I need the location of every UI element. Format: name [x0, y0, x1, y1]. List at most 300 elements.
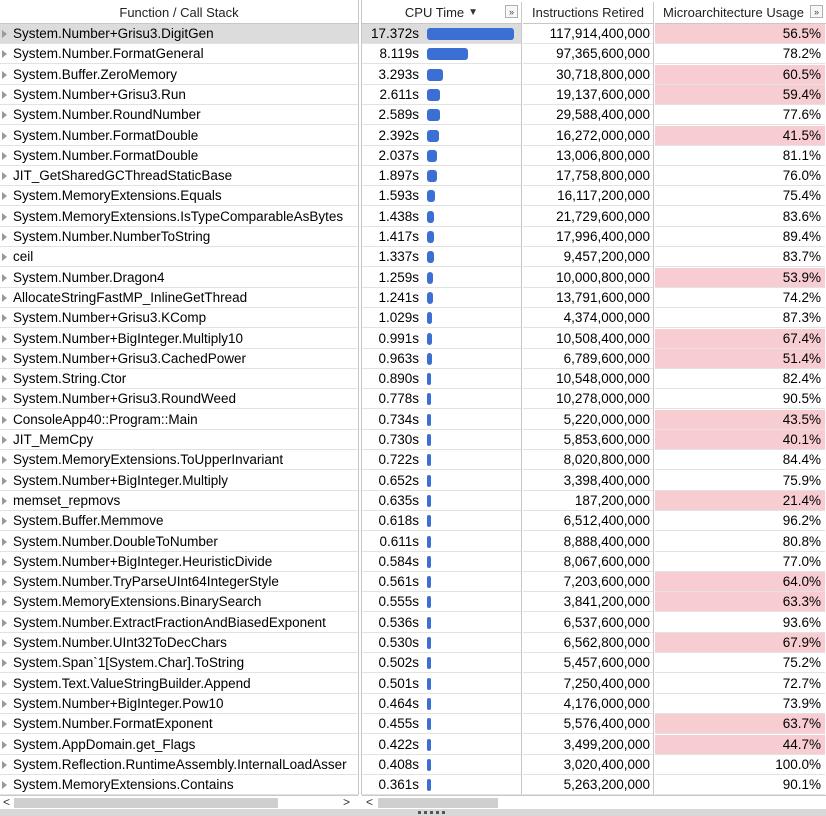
cpu-time-bar: [427, 48, 468, 60]
instructions-retired-cell: 3,841,200,000: [523, 592, 653, 612]
microarchitecture-usage-cell: 44.7%: [655, 735, 825, 755]
cpu-time-value: 0.652s: [378, 472, 419, 488]
table-row[interactable]: [0, 532, 826, 552]
cpu-time-value: 0.555s: [378, 594, 419, 610]
expand-arrow-icon[interactable]: [2, 761, 7, 769]
microarchitecture-usage-cell: 67.4%: [655, 329, 825, 349]
cpu-time-cell[interactable]: [362, 126, 521, 146]
table-row[interactable]: [0, 714, 826, 734]
function-name-cell[interactable]: [0, 207, 358, 227]
cpu-time-value: 0.963s: [378, 350, 419, 366]
microarchitecture-usage-cell: 21.4%: [655, 491, 825, 511]
cpu-time-value: 0.501s: [378, 675, 419, 691]
table-row[interactable]: [0, 471, 826, 491]
cpu-time-cell[interactable]: [362, 288, 521, 308]
table-row[interactable]: [0, 430, 826, 450]
instructions-retired-cell: 29,588,400,000: [523, 105, 653, 125]
function-name-cell[interactable]: [0, 775, 358, 795]
function-name: JIT_MemCpy: [13, 432, 94, 447]
expand-arrow-icon[interactable]: [2, 517, 7, 525]
function-name: System.Number+Grisu3.CachedPower: [13, 350, 246, 366]
expand-arrow-icon[interactable]: [2, 30, 7, 38]
microarchitecture-usage-cell: 84.4%: [655, 450, 825, 470]
expand-arrow-icon[interactable]: [2, 172, 7, 180]
expand-arrow-icon[interactable]: [2, 639, 7, 647]
microarchitecture-usage-cell: 81.1%: [655, 146, 825, 166]
scroll-left-icon[interactable]: <: [3, 795, 11, 809]
table-row[interactable]: [0, 329, 826, 349]
cpu-time-value: 2.392s: [378, 127, 419, 143]
cpu-time-bar: [427, 779, 431, 791]
cpu-time-bar: [427, 515, 431, 527]
table-row[interactable]: [0, 65, 826, 85]
cpu-time-value: 17.372s: [370, 26, 419, 41]
splitter-bar[interactable]: [0, 809, 826, 816]
table-row[interactable]: [0, 186, 826, 206]
instructions-retired-cell: 4,176,000,000: [523, 694, 653, 714]
microarchitecture-usage-cell: 77.0%: [655, 552, 825, 572]
table-row[interactable]: [0, 694, 826, 714]
instructions-retired-cell: 5,853,600,000: [523, 430, 653, 450]
expand-arrow-icon[interactable]: [2, 578, 7, 586]
function-name-cell[interactable]: [0, 552, 358, 572]
table-row[interactable]: [0, 755, 826, 775]
function-name-cell[interactable]: [0, 735, 358, 755]
microarchitecture-usage-cell: 41.5%: [655, 126, 825, 146]
table-row[interactable]: [0, 24, 826, 44]
microarchitecture-usage-cell: 83.6%: [655, 207, 825, 227]
table-row[interactable]: [0, 775, 826, 795]
microarchitecture-usage-cell: 90.1%: [655, 775, 825, 795]
function-name-cell[interactable]: [0, 592, 358, 612]
expand-arrow-icon[interactable]: [2, 497, 7, 505]
function-name: System.Number.RoundNumber: [13, 107, 201, 123]
left-pane-scroll-thumb[interactable]: [14, 798, 278, 808]
microarchitecture-usage-cell: 74.2%: [655, 288, 825, 308]
table-row[interactable]: [0, 44, 826, 64]
table-row[interactable]: [0, 105, 826, 125]
cpu-time-bar: [427, 556, 431, 568]
function-name: System.MemoryExtensions.ToUpperInvariant: [13, 452, 284, 468]
expand-arrow-icon[interactable]: [2, 416, 7, 424]
expand-arrow-icon[interactable]: [2, 436, 7, 444]
cpu-time-cell[interactable]: [362, 755, 521, 775]
function-name: System.Number.TryParseUInt64IntegerStyle: [13, 574, 279, 590]
cpu-time-cell[interactable]: [362, 450, 521, 470]
instructions-retired-cell: 8,888,400,000: [523, 532, 653, 552]
cpu-time-cell[interactable]: [362, 714, 521, 734]
expand-arrow-icon[interactable]: [2, 71, 7, 79]
expand-arrow-icon[interactable]: [2, 335, 7, 343]
microarchitecture-usage-cell: 77.6%: [655, 105, 825, 125]
function-name: System.Number.FormatDouble: [13, 127, 199, 143]
expand-arrow-icon[interactable]: [2, 233, 7, 241]
cpu-time-bar: [427, 678, 431, 690]
instructions-retired-cell: 6,789,600,000: [523, 349, 653, 369]
cpu-time-bar: [427, 130, 439, 142]
table-row[interactable]: [0, 268, 826, 288]
cpu-time-cell[interactable]: [362, 369, 521, 389]
function-name: System.Number.FormatDouble: [13, 147, 199, 163]
function-name-cell[interactable]: [0, 674, 358, 694]
table-row[interactable]: [0, 227, 826, 247]
microarchitecture-usage-cell: 72.7%: [655, 674, 825, 694]
cpu-time-bar: [427, 190, 435, 202]
cpu-time-bar: [427, 373, 431, 385]
cpu-time-value: 0.536s: [378, 614, 419, 630]
cpu-time-cell[interactable]: [362, 572, 521, 592]
column-header-function-label: Function / Call Stack: [119, 5, 239, 20]
instructions-retired-cell: 7,203,600,000: [523, 572, 653, 592]
instructions-retired-cell: 3,499,200,000: [523, 735, 653, 755]
function-name: System.MemoryExtensions.IsTypeComparableAsBytes: [13, 208, 344, 224]
cpu-time-cell[interactable]: [362, 146, 521, 166]
microarchitecture-usage-cell: 100.0%: [655, 755, 825, 775]
function-name: memset_repmovs: [13, 492, 121, 508]
cpu-time-cell[interactable]: [362, 735, 521, 755]
sort-descending-icon: ▼: [468, 7, 479, 18]
microarchitecture-usage-cell: 90.5%: [655, 389, 825, 409]
column-header-microarchitecture-usage-label: Microarchitecture Usage: [663, 5, 804, 20]
cpu-time-bar: [427, 536, 431, 548]
microarchitecture-usage-cell: 51.4%: [655, 349, 825, 369]
function-name: System.String.Ctor: [13, 371, 127, 387]
function-name-cell[interactable]: [0, 633, 358, 653]
table-row[interactable]: [0, 511, 826, 531]
cpu-time-cell[interactable]: [362, 491, 521, 511]
cpu-time-bar: [427, 495, 431, 507]
expand-arrow-icon[interactable]: [2, 375, 7, 383]
expand-arrow-icon[interactable]: [2, 680, 7, 688]
cpu-time-bar: [427, 292, 433, 304]
table-row[interactable]: [0, 491, 826, 511]
instructions-retired-cell: 17,758,800,000: [523, 166, 653, 186]
function-name-cell[interactable]: [0, 714, 358, 734]
cpu-time-cell[interactable]: [362, 674, 521, 694]
function-name: System.MemoryExtensions.BinarySearch: [13, 594, 262, 610]
table-row[interactable]: [0, 308, 826, 328]
cpu-time-bar: [427, 617, 431, 629]
cpu-time-value: 1.593s: [378, 188, 419, 204]
table-row[interactable]: [0, 85, 826, 105]
function-name-cell[interactable]: [0, 389, 358, 409]
function-name: System.Buffer.Memmove: [13, 513, 164, 529]
cpu-time-bar: [427, 475, 431, 487]
cpu-time-value: 1.897s: [378, 168, 419, 184]
expand-arrow-icon[interactable]: [2, 456, 7, 464]
expand-arrow-icon[interactable]: [2, 700, 7, 708]
function-name-cell[interactable]: [0, 369, 358, 389]
function-name-cell[interactable]: [0, 653, 358, 673]
cpu-time-cell[interactable]: [362, 349, 521, 369]
right-pane-scroll-thumb[interactable]: [378, 798, 498, 808]
expand-arrow-icon[interactable]: [2, 152, 7, 160]
expand-arrow-icon[interactable]: [2, 781, 7, 789]
function-name-cell[interactable]: [0, 694, 358, 714]
cpu-time-cell[interactable]: [362, 592, 521, 612]
expand-arrow-icon[interactable]: [2, 253, 7, 261]
expand-arrow-icon[interactable]: [2, 720, 7, 728]
table-row[interactable]: [0, 735, 826, 755]
table-row[interactable]: [0, 633, 826, 653]
function-name-cell[interactable]: [0, 572, 358, 592]
function-name-cell[interactable]: [0, 450, 358, 470]
function-name: ConsoleApp40::Program::Main: [13, 411, 198, 427]
cpu-time-bar: [427, 89, 440, 101]
function-name-cell[interactable]: [0, 471, 358, 491]
cpu-time-cell[interactable]: [362, 552, 521, 572]
function-name: System.AppDomain.get_Flags: [13, 736, 196, 752]
cpu-time-cell[interactable]: [362, 186, 521, 206]
cpu-time-cell[interactable]: [362, 775, 521, 795]
scroll-right-icon[interactable]: >: [343, 795, 351, 809]
function-name: System.Number.NumberToString: [13, 229, 211, 244]
instructions-retired-cell: 5,220,000,000: [523, 410, 653, 430]
cpu-time-bar: [427, 596, 431, 608]
cpu-time-bar: [427, 718, 431, 730]
expand-arrow-icon[interactable]: [2, 192, 7, 200]
microarchitecture-usage-cell: 56.5%: [655, 24, 825, 44]
cpu-time-cell[interactable]: [362, 532, 521, 552]
cpu-time-bar: [427, 637, 431, 649]
function-name: ceil: [13, 249, 34, 265]
function-name-cell[interactable]: [0, 491, 358, 511]
cpu-time-bar: [427, 231, 434, 243]
cpu-time-value: 0.502s: [378, 655, 419, 671]
expand-arrow-icon[interactable]: [2, 111, 7, 119]
cpu-time-bar: [427, 739, 431, 751]
function-name: System.Span`1[System.Char].ToString: [13, 655, 245, 671]
instructions-retired-cell: 5,263,200,000: [523, 775, 653, 795]
microarchitecture-usage-cell: 87.3%: [655, 308, 825, 328]
instructions-retired-cell: 13,791,600,000: [523, 288, 653, 308]
expand-columns-icon[interactable]: »: [505, 5, 518, 18]
cpu-time-cell[interactable]: [362, 511, 521, 531]
function-name-cell[interactable]: [0, 329, 358, 349]
function-name: System.Number.UInt32ToDecChars: [13, 635, 227, 650]
function-name-cell[interactable]: [0, 166, 358, 186]
column-divider[interactable]: [653, 2, 654, 795]
function-name: System.Reflection.RuntimeAssembly.InternalLoadAsser: [13, 756, 347, 772]
column-header-microarchitecture-usage[interactable]: [655, 2, 826, 24]
expand-arrow-icon[interactable]: [2, 314, 7, 322]
table-row[interactable]: [0, 126, 826, 146]
function-name-cell[interactable]: [0, 227, 358, 247]
expand-arrow-icon[interactable]: [2, 598, 7, 606]
function-name: System.Number.DoubleToNumber: [13, 533, 218, 549]
function-name-cell[interactable]: [0, 105, 358, 125]
function-name-cell[interactable]: [0, 247, 358, 267]
cpu-time-bar: [427, 69, 443, 81]
cpu-time-value: 2.037s: [378, 147, 419, 163]
function-name: AllocateStringFastMP_InlineGetThread: [13, 289, 248, 305]
column-header-cpu-time-label: CPU Time: [404, 5, 465, 20]
expand-arrow-icon[interactable]: [2, 558, 7, 566]
cpu-time-cell[interactable]: [362, 85, 521, 105]
microarchitecture-usage-cell: 53.9%: [655, 268, 825, 288]
function-name: System.Number+Grisu3.Run: [13, 86, 186, 102]
cpu-time-bar: [427, 414, 431, 426]
cpu-time-value: 0.584s: [378, 553, 419, 569]
function-name-cell[interactable]: [0, 532, 358, 552]
cpu-time-bar: [427, 698, 431, 710]
cpu-time-value: 0.991s: [378, 330, 419, 346]
cpu-time-cell[interactable]: [362, 430, 521, 450]
cpu-time-cell[interactable]: [362, 633, 521, 653]
table-row[interactable]: [0, 166, 826, 186]
cpu-time-value: 1.438s: [378, 208, 419, 224]
table-row[interactable]: [0, 552, 826, 572]
expand-arrow-icon[interactable]: [2, 355, 7, 363]
function-name: System.Number+Grisu3.RoundWeed: [13, 391, 236, 407]
cpu-time-cell[interactable]: [362, 247, 521, 267]
cpu-time-value: 0.890s: [378, 371, 419, 387]
table-row[interactable]: [0, 592, 826, 612]
expand-arrow-icon[interactable]: [2, 619, 7, 627]
cpu-time-cell[interactable]: [362, 694, 521, 714]
cpu-time-value: 0.464s: [378, 695, 419, 711]
table-row[interactable]: [0, 674, 826, 694]
cpu-time-bar: [427, 170, 437, 182]
function-name-cell[interactable]: [0, 24, 358, 44]
microarchitecture-usage-cell: 64.0%: [655, 572, 825, 592]
function-name: System.Text.ValueStringBuilder.Append: [13, 675, 251, 691]
cpu-time-cell[interactable]: [362, 268, 521, 288]
cpu-time-value: 0.561s: [378, 574, 419, 590]
table-row[interactable]: [0, 369, 826, 389]
function-name-cell[interactable]: [0, 410, 358, 430]
cpu-time-bar: [427, 28, 514, 40]
cpu-time-cell[interactable]: [362, 410, 521, 430]
cpu-time-cell[interactable]: [362, 389, 521, 409]
expand-arrow-icon[interactable]: [2, 213, 7, 221]
table-row[interactable]: [0, 288, 826, 308]
column-divider[interactable]: [521, 2, 522, 795]
expand-arrow-icon[interactable]: [2, 741, 7, 749]
microarchitecture-usage-cell: 78.2%: [655, 44, 825, 64]
cpu-time-value: 1.417s: [378, 229, 419, 244]
table-row[interactable]: [0, 389, 826, 409]
function-name-cell[interactable]: [0, 511, 358, 531]
function-name-cell[interactable]: [0, 186, 358, 206]
column-header-instructions-retired[interactable]: [523, 2, 653, 24]
splitter-grip-icon[interactable]: [418, 811, 446, 814]
function-name: System.Number.FormatGeneral: [13, 46, 204, 62]
cpu-time-cell[interactable]: [362, 166, 521, 186]
microarchitecture-usage-cell: 96.2%: [655, 511, 825, 531]
instructions-retired-cell: 21,729,600,000: [523, 207, 653, 227]
function-name-cell[interactable]: [0, 308, 358, 328]
expand-arrow-icon[interactable]: [2, 91, 7, 99]
function-name-cell[interactable]: [0, 430, 358, 450]
microarchitecture-usage-cell: 40.1%: [655, 430, 825, 450]
table-row[interactable]: [0, 572, 826, 592]
expand-arrow-icon[interactable]: [2, 50, 7, 58]
table-row[interactable]: [0, 450, 826, 470]
instructions-retired-cell: 6,537,600,000: [523, 613, 653, 633]
column-header-cpu-time[interactable]: [362, 2, 521, 24]
cpu-time-bar: [427, 393, 431, 405]
microarchitecture-usage-cell: 59.4%: [655, 85, 825, 105]
column-divider[interactable]: [358, 0, 362, 795]
cpu-time-cell[interactable]: [362, 44, 521, 64]
microarchitecture-usage-cell: 43.5%: [655, 410, 825, 430]
instructions-retired-cell: 8,067,600,000: [523, 552, 653, 572]
column-header-function[interactable]: [0, 2, 358, 24]
microarchitecture-usage-cell: 89.4%: [655, 227, 825, 247]
expand-columns-icon[interactable]: »: [810, 5, 823, 18]
function-name-cell[interactable]: [0, 613, 358, 633]
cpu-time-cell[interactable]: [362, 329, 521, 349]
cpu-time-cell[interactable]: [362, 65, 521, 85]
instructions-retired-cell: 13,006,800,000: [523, 146, 653, 166]
cpu-time-bar: [427, 657, 431, 669]
expand-arrow-icon[interactable]: [2, 395, 7, 403]
cpu-time-value: 1.029s: [378, 310, 419, 326]
cpu-time-value: 2.589s: [378, 107, 419, 123]
left-pane-horizontal-scrollbar[interactable]: [0, 795, 358, 809]
cpu-time-cell[interactable]: [362, 105, 521, 125]
cpu-time-bar: [427, 353, 432, 365]
instructions-retired-cell: 17,996,400,000: [523, 227, 653, 247]
function-name-cell[interactable]: [0, 349, 358, 369]
cpu-time-value: 0.722s: [378, 452, 419, 468]
instructions-retired-cell: 5,576,400,000: [523, 714, 653, 734]
table-row[interactable]: [0, 613, 826, 633]
function-name: System.MemoryExtensions.Equals: [13, 188, 222, 204]
expand-arrow-icon[interactable]: [2, 659, 7, 667]
function-name-cell[interactable]: [0, 65, 358, 85]
function-name: System.Number+Grisu3.KComp: [13, 310, 207, 326]
instructions-retired-cell: 6,562,800,000: [523, 633, 653, 653]
table-row[interactable]: [0, 247, 826, 267]
table-row[interactable]: [0, 410, 826, 430]
expand-arrow-icon[interactable]: [2, 477, 7, 485]
function-name-cell[interactable]: [0, 126, 358, 146]
instructions-retired-cell: 6,512,400,000: [523, 511, 653, 531]
cpu-time-cell[interactable]: [362, 227, 521, 247]
function-name: System.Number+BigInteger.Multiply: [13, 472, 228, 488]
expand-arrow-icon[interactable]: [2, 274, 7, 282]
cpu-time-bar: [427, 150, 437, 162]
right-pane-horizontal-scrollbar[interactable]: [362, 795, 826, 809]
table-row[interactable]: [0, 349, 826, 369]
function-name-cell[interactable]: [0, 268, 358, 288]
cpu-time-cell[interactable]: [362, 308, 521, 328]
cpu-time-cell[interactable]: [362, 653, 521, 673]
function-name: System.Number+BigInteger.Pow10: [13, 695, 224, 711]
cpu-time-cell[interactable]: [362, 613, 521, 633]
table-row[interactable]: [0, 653, 826, 673]
function-name-cell[interactable]: [0, 85, 358, 105]
function-name-cell[interactable]: [0, 44, 358, 64]
expand-arrow-icon[interactable]: [2, 538, 7, 546]
table-row[interactable]: [0, 146, 826, 166]
cpu-time-cell[interactable]: [362, 207, 521, 227]
expand-arrow-icon[interactable]: [2, 294, 7, 302]
cpu-time-cell[interactable]: [362, 471, 521, 491]
function-name-cell[interactable]: [0, 755, 358, 775]
cpu-time-value: 0.734s: [378, 411, 419, 427]
instructions-retired-cell: 7,250,400,000: [523, 674, 653, 694]
function-name-cell[interactable]: [0, 288, 358, 308]
expand-arrow-icon[interactable]: [2, 132, 7, 140]
function-name-cell[interactable]: [0, 146, 358, 166]
cpu-time-value: 0.778s: [378, 391, 419, 407]
cpu-time-cell[interactable]: [362, 24, 521, 44]
table-row[interactable]: [0, 207, 826, 227]
scroll-left-icon[interactable]: <: [366, 795, 374, 809]
